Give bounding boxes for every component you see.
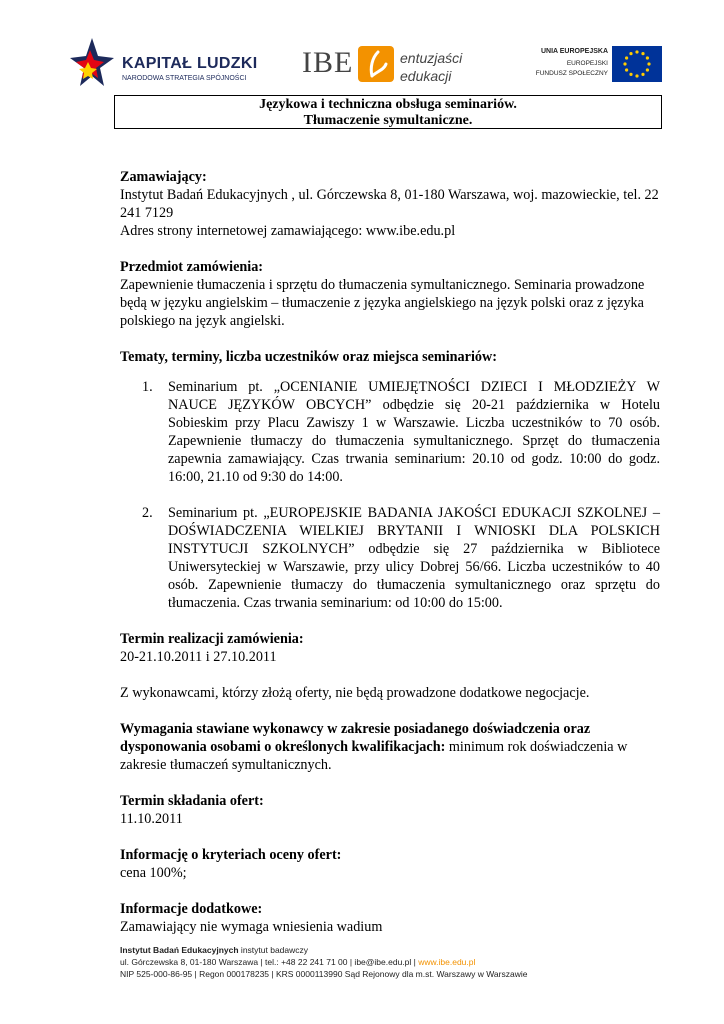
section-dodatkowe: [120, 900, 660, 936]
list-item-number: 1.: [142, 379, 153, 395]
document-body: [120, 168, 660, 954]
list-item-text: Seminarium pt. „OCENIANIE UMIEJĘTNOŚCI DZIECI I MŁODZIEŻY W NAUCE JĘZYKÓW OBCYCH” odbędzie się 20-21 października w Hotelu Sobieskim przy Placu Zawiszy 1 w Warszawie. Liczba uczestników to 70 osób. Zapewnienie tłumaczy do tłumaczenia symultanicznego. Sprzęt do tłumaczenia zapewnia zamawiający. Czas trwania seminarium: 20.10 od godz. 10:00 do godz. 16:00, 21.10 od 9:30 do 14:00.: [168, 379, 660, 485]
termin-skladania-value: 11.10.2011: [120, 811, 183, 827]
tematy-heading: Tematy, terminy, liczba uczestników oraz miejsca seminariów:: [120, 349, 497, 365]
termin-realizacji-heading: Termin realizacji zamówienia:: [120, 631, 304, 647]
eu-logo: [528, 46, 668, 86]
eu-subtitle-line1: EUROPEJSKI: [566, 60, 608, 67]
footer: [120, 944, 680, 980]
kapital-ludzki-title: KAPITAŁ LUDZKI: [122, 55, 258, 72]
section-przedmiot: [120, 258, 660, 330]
eu-title: UNIA EUROPEJSKA: [540, 48, 608, 55]
document-title: [114, 95, 662, 129]
termin-skladania-heading: Termin składania ofert:: [120, 793, 264, 809]
footer-registry: NIP 525-000-86-95 | Regon 000178235 | KRS 0000113990 Sąd Rejonowy dla m.st. Warszawy w Warszawie: [120, 969, 528, 979]
ibe-wordmark: IBE: [302, 46, 354, 79]
section-wymagania: [120, 720, 660, 774]
ibe-swirl-icon: [358, 46, 394, 82]
dodatkowe-value: Zamawiający nie wymaga wniesienia wadium: [120, 919, 383, 935]
przedmiot-heading: Przedmiot zamówienia:: [120, 259, 264, 275]
eu-flag-icon: [612, 46, 662, 82]
seminar-list: [120, 378, 660, 612]
ibe-logo: [302, 42, 482, 92]
footer-website-link[interactable]: www.ibe.edu.pl: [418, 957, 476, 967]
section-kryteria: [120, 846, 660, 882]
list-item: [120, 504, 660, 612]
section-tematy: [120, 348, 660, 366]
termin-realizacji-value: 20-21.10.2011 i 27.10.2011: [120, 649, 277, 665]
letterhead: [0, 30, 724, 100]
kryteria-heading: Informację o kryteriach oceny ofert:: [120, 847, 342, 863]
wymagania-heading: Wymagania stawiane wykonawcy w zakresie posiadanego doświadczenia oraz dysponowania osobami o określonych kwalifikacjach:: [120, 721, 591, 755]
zamawiajacy-address: Instytut Badań Edukacyjnych , ul. Górczewska 8, 01-180 Warszawa, woj. mazowieckie, tel. 22 241 7129: [120, 187, 659, 221]
footer-address: ul. Górczewska 8, 01-180 Warszawa | tel.: +48 22 241 71 00 | ibe@ibe.edu.pl |: [120, 957, 419, 967]
eu-subtitle-line2: FUNDUSZ SPOŁECZNY: [535, 70, 608, 77]
footer-contact: [120, 956, 680, 968]
title-line2: Tłumaczenie symultaniczne.: [303, 113, 473, 128]
negocjacje-note: Z wykonawcami, którzy złożą oferty, nie będą prowadzone dodatkowe negocjacje.: [120, 685, 590, 701]
kapital-ludzki-subtitle: NARODOWA STRATEGIA SPÓJNOŚCI: [122, 75, 247, 82]
wymagania-text: minimum rok doświadczenia w zakresie tłumaczeń symultanicznych.: [120, 739, 628, 773]
footer-org: [120, 944, 680, 956]
footer-org-name: Instytut Badań Edukacyjnych: [120, 945, 239, 955]
footer-org-type: instytut badawczy: [238, 945, 309, 955]
ibe-slogan-line1: entuzjaści: [400, 50, 463, 66]
section-zamawiajacy: [120, 168, 660, 240]
title-line1: Językowa i techniczna obsługa seminariów.: [259, 97, 517, 112]
section-termin-realizacji: [120, 630, 660, 666]
kapital-ludzki-star-icon: [70, 36, 114, 94]
list-item: [120, 378, 660, 486]
dodatkowe-heading: Informacje dodatkowe:: [120, 901, 263, 917]
ibe-slogan-line2: edukacji: [400, 68, 452, 84]
section-termin-skladania: [120, 792, 660, 828]
list-item-text: Seminarium pt. „EUROPEJSKIE BADANIA JAKOŚCI EDUKACJI SZKOLNEJ – DOŚWIADCZENIA WIELKIEJ BRYTANII I WNIOSKI DLA POLSKICH INSTYTUCJI SZKOLNYCH” odbędzie się 27 października w Bibliotece Uniwersyteckiej w Warszawie, przy ulicy Dobrej 56/66. Liczba uczestników to 40 osób. Zapewnienie tłumaczy do tłumaczenia symultanicznego oraz sprzętu do tłumaczenia. Czas trwania seminarium: od 10:00 do 15:00.: [168, 505, 660, 611]
ibe-orange-mark-icon: [358, 46, 394, 82]
list-item-number: 2.: [142, 505, 153, 521]
zamawiajacy-heading: Zamawiający:: [120, 169, 207, 185]
zamawiajacy-website: Adres strony internetowej zamawiającego: www.ibe.edu.pl: [120, 223, 456, 239]
przedmiot-text: Zapewnienie tłumaczenia i sprzętu do tłumaczenia symultanicznego. Seminaria prowadzone będą w języku angielskim – tłumaczenie z języka angielskiego na język polski oraz z języka polskiego na język angielski.: [120, 277, 645, 329]
kryteria-value: cena 100%;: [120, 865, 187, 881]
kapital-ludzki-logo: [70, 36, 258, 94]
